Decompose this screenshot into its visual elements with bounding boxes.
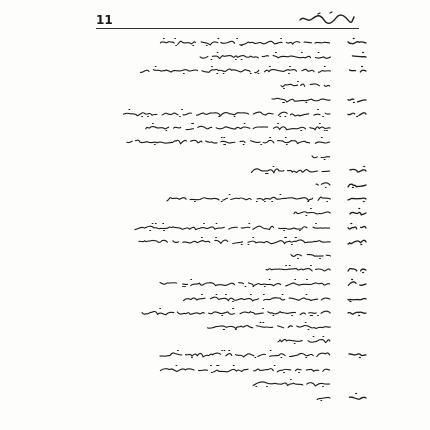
dialogue-script — [180, 293, 332, 303]
dialogue-script — [199, 321, 332, 331]
dialogue-script — [137, 236, 332, 246]
dialogue-script — [124, 136, 332, 146]
dialogue-line — [96, 277, 370, 289]
speaker-script — [346, 264, 368, 274]
dialogue-line — [96, 334, 370, 346]
dialogue-script — [276, 335, 332, 345]
dialogue-script — [158, 349, 332, 359]
dialogue-line — [96, 363, 370, 375]
dialogue-line — [96, 135, 370, 147]
speaker-script — [346, 65, 368, 75]
speaker-script — [346, 278, 368, 288]
dialogue-line — [96, 192, 370, 204]
dialogue-script — [127, 222, 332, 232]
dialogue-line — [96, 263, 370, 275]
dialogue-script — [251, 378, 332, 388]
running-head-script — [298, 11, 356, 25]
dialogue-script — [270, 94, 332, 104]
speaker-script — [346, 349, 368, 359]
speaker-script — [346, 165, 368, 175]
dialogue-script — [264, 264, 332, 274]
speaker-script — [346, 236, 368, 246]
dialogue-line — [96, 292, 370, 304]
dialogue-line — [96, 249, 370, 261]
header-rule — [96, 28, 359, 29]
speaker-script — [346, 179, 368, 189]
dialogue-line — [96, 178, 370, 190]
dialogue-line — [96, 64, 370, 76]
dialogue-line — [96, 150, 370, 162]
dialogue-line — [96, 164, 370, 176]
speaker-script — [346, 51, 368, 61]
dialogue-script — [165, 193, 332, 203]
dialogue-script — [289, 250, 332, 260]
running-head — [298, 11, 356, 25]
dialogue-script — [279, 80, 332, 90]
speaker-script — [346, 193, 368, 203]
speaker-script — [346, 392, 368, 402]
dialogue-line — [96, 121, 370, 133]
speaker-script — [346, 307, 368, 317]
dialogue-line — [96, 50, 370, 62]
dialogue-line — [96, 107, 370, 119]
speaker-script — [346, 37, 368, 47]
dialogue-script — [310, 151, 332, 161]
dialogue-script — [158, 278, 332, 288]
dialogue-line — [96, 79, 370, 91]
dialogue-line — [96, 221, 370, 233]
dialogue-script — [140, 307, 332, 317]
dialogue-line — [96, 377, 370, 389]
page-number: 11 — [96, 13, 113, 27]
dialogue-line — [96, 391, 370, 403]
dialogue-script — [248, 165, 332, 175]
dialogue-line — [96, 235, 370, 247]
dialogue-script — [158, 364, 332, 374]
dialogue-line — [96, 36, 370, 48]
dialogue-script — [196, 51, 332, 61]
speaker-script — [346, 293, 368, 303]
dialogue-script — [158, 37, 332, 47]
dialogue-script — [314, 392, 332, 402]
dialogue-script — [134, 65, 332, 75]
speaker-script — [346, 207, 368, 217]
dialogue-line — [96, 320, 370, 332]
dialogue-line — [96, 93, 370, 105]
dialogue-script — [292, 207, 332, 217]
dialogue-script — [118, 108, 332, 118]
speaker-script — [346, 108, 368, 118]
dialogue-script — [143, 122, 332, 132]
dialogue-line — [96, 206, 370, 218]
speaker-script — [346, 222, 368, 232]
dialogue-line — [96, 306, 370, 318]
dialogue-script — [314, 179, 332, 189]
speaker-script — [346, 94, 368, 104]
dialogue-line — [96, 348, 370, 360]
